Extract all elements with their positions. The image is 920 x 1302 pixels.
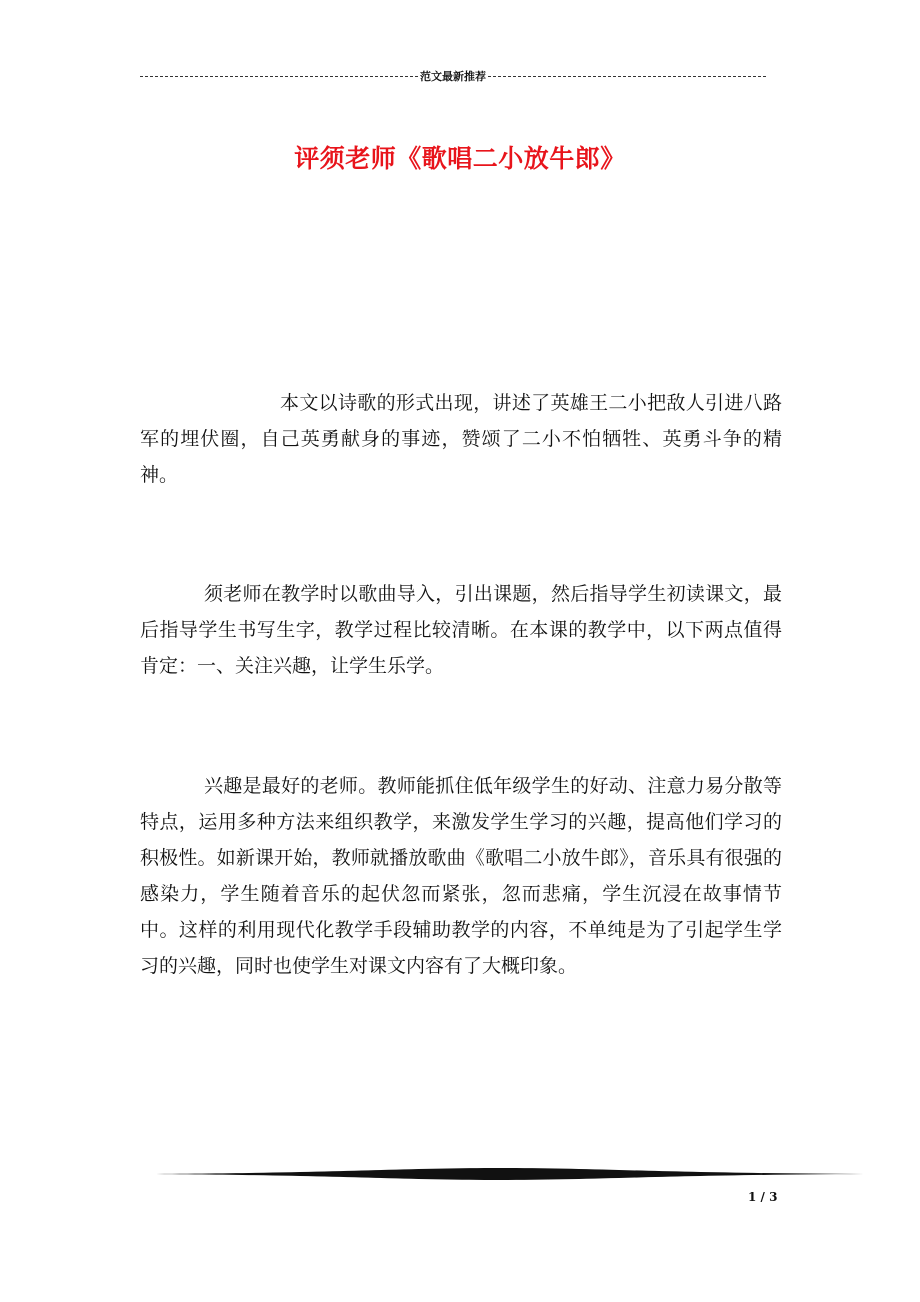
page-header xyxy=(140,66,766,86)
header-label: 范文最新推荐 xyxy=(420,70,486,83)
document-title: 评须老师《歌唱二小放牛郎》 xyxy=(294,143,626,173)
header-dashes-left xyxy=(140,76,418,77)
paragraph-3: 兴趣是最好的老师。教师能抓住低年级学生的好动、注意力易分散等特点，运用多种方法来组织教学，来激发学生学习的兴趣，提高他们学习的积极性。如新课开始，教师就播放歌曲《歌唱二小放牛郎》，音乐具有很强的感染力，学生随着音乐的起伏忽而紧张，忽而悲痛，学生沉浸在故事情节中。这样的利用现代化教学手段辅助教学的内容，不单纯是为了引起学生学习的兴趣，同时也使学生对课文内容有了大概印象。 xyxy=(140,775,782,977)
page-number: 1 / 3 xyxy=(748,1190,778,1204)
paragraph-2: 须老师在教学时以歌曲导入，引出课题，然后指导学生初读课文，最后指导学生书写生字，教学过程比较清晰。在本课的教学中，以下两点值得肯定：一、关注兴趣，让学生乐学。 xyxy=(140,583,782,677)
footer-divider xyxy=(140,1167,864,1181)
header-dashes-right xyxy=(488,76,766,77)
paragraph-1: 本文以诗歌的形式出现，讲述了英雄王二小把敌人引进八路军的埋伏圈，自己英勇献身的事迹，赞颂了二小不怕牺牲、英勇斗争的精神。 xyxy=(140,392,782,486)
